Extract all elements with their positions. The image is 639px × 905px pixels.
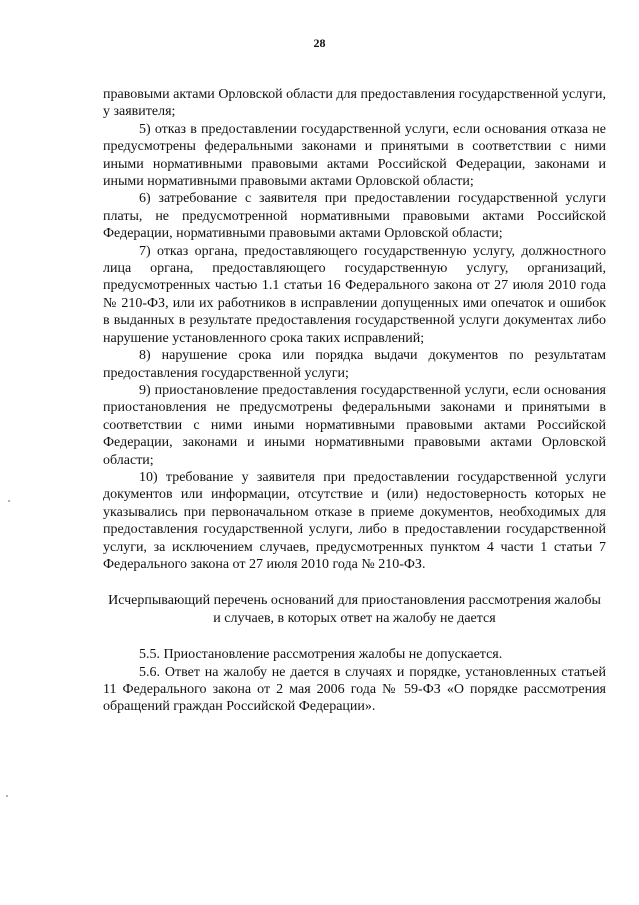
clause-5-5: 5.5. Приостановление рассмотрения жалобы не допускается. <box>139 647 503 663</box>
paragraph-continuation: правовыми актами Орловской области для предоставления государственной услуги, у заявителя; <box>103 87 606 120</box>
section-heading: Исчерпывающий перечень оснований для приостановления рассмотрения жалобы и случаев, в которых ответ на жалобу не дается <box>108 593 601 626</box>
list-item-5: 5) отказ в предоставлении государственной услуги, если основания отказа не предусмотрены федеральными законами и принятыми в соответствии с ними иными нормативными правовыми актами Российской Федерации, законами и иными нормативными правовыми актами Орловской области; <box>103 121 606 190</box>
list-item-10: 10) требование у заявителя при предоставлении государственной услуги документов или информации, отсутствие и (или) недостоверность которых не указывались при первоначальном отказе в приеме документов, необходимых для предоставления государственной услуги, либо в предоставлении государственной услуги, за исключением случаев, предусмотренных пунктом 4 части 1 статьи 7 Федерального закона от 27 июля 2010 года № 210-ФЗ. <box>103 469 606 572</box>
clause-5-6: 5.6. Ответ на жалобу не дается в случаях и порядке, установленных статьей 11 Федерального закона от 2 мая 2006 года № 59-ФЗ «О порядке рассмотрения обращений граждан Российской Федерации». <box>103 664 606 715</box>
document-body <box>103 86 606 716</box>
list-item-8: 8) нарушение срока или порядка выдачи документов по результатам предоставления государственной услуги; <box>103 348 606 381</box>
scan-artifact <box>8 500 10 502</box>
list-item-9: 9) приостановление предоставления государственной услуги, если основания приостановления не предусмотрены федеральными законами и принятыми в соответствии с ними иными нормативными правовыми актами Российской Федерации, законами и иными нормативными правовыми актами Орловской области; <box>103 382 606 468</box>
scan-artifact <box>6 795 8 797</box>
page-number: 28 <box>313 36 326 50</box>
list-item-6: 6) затребование с заявителя при предоставлении государственной услуги платы, не предусмотренной нормативными правовыми актами Российской Федерации, нормативными правовыми актами Орловской области; <box>103 191 606 242</box>
list-item-7: 7) отказ органа, предоставляющего государственную услугу, должностного лица органа, предоставляющего государственную услугу, организаций, предусмотренных частью 1.1 статьи 16 Федерального закона от 27 июля 2010 года № 210-ФЗ, или их работников в исправлении допущенных ими опечаток и ошибок в выданных в результате предоставления государственной услуги документах либо нарушение установленного срока таких исправлений; <box>103 243 606 346</box>
